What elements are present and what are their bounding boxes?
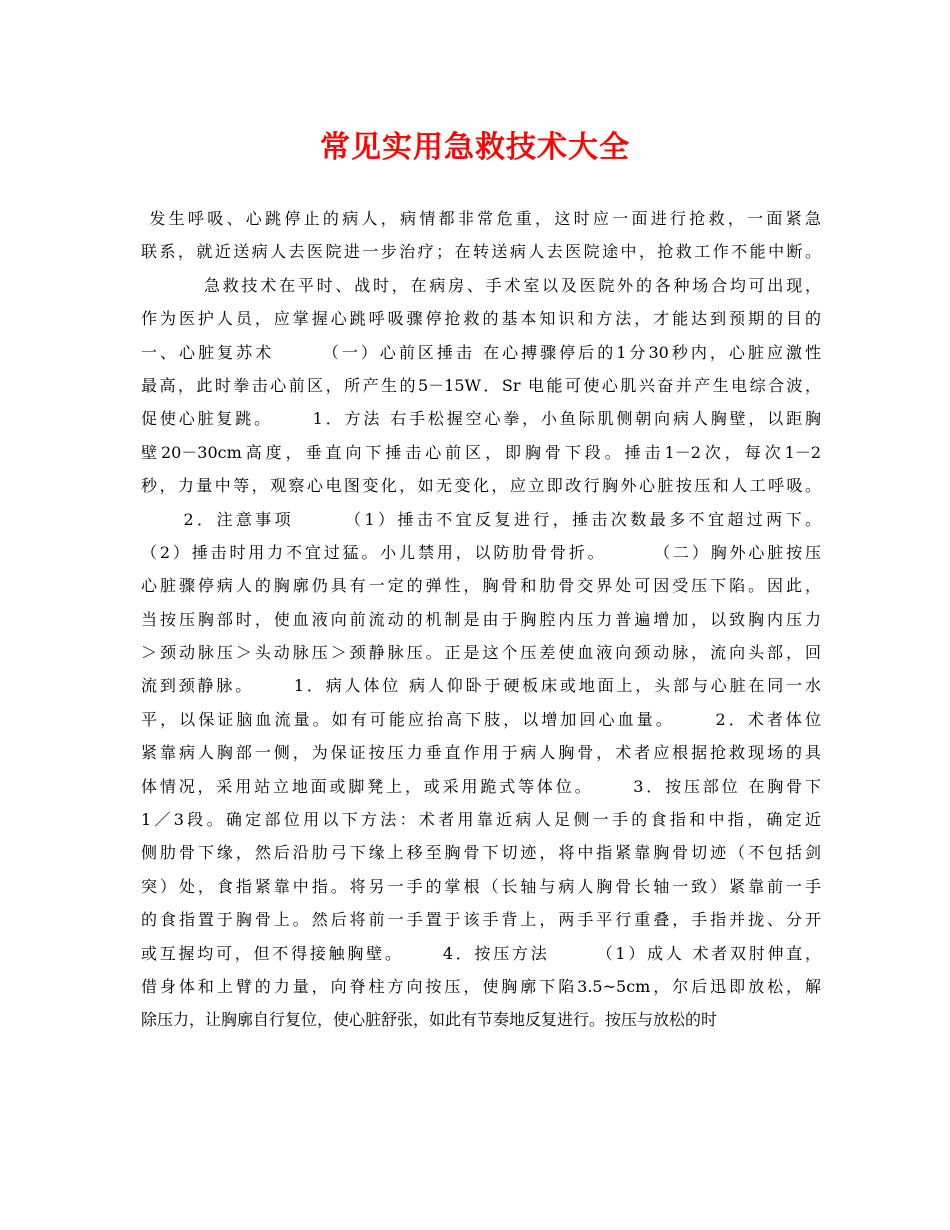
text-line: 1／3段。确定部位用以下方法：术者用靠近病人足侧一手的食指和中指，确定近 xyxy=(141,810,821,830)
text-line: 心脏骤停病人的胸廓仍具有一定的弹性，胸骨和肋骨交界处可因受压下陷。因此， xyxy=(141,576,821,596)
text-line: 体情况，采用站立地面或脚凳上，或采用跪式等体位。 3．按压部位 在胸骨下 xyxy=(141,776,821,796)
text-line: 作为医护人员，应掌握心跳呼吸骤停抢救的基本知识和方法，才能达到预期的目的 xyxy=(141,309,821,329)
text-line: 最高，此时拳击心前区，所产生的5－15W．Sr 电能可使心肌兴奋并产生电综合波， xyxy=(141,375,821,395)
document-title: 常见实用急救技术大全 xyxy=(320,130,630,165)
text-line: 借身体和上臂的力量，向脊柱方向按压，使胸廓下陷3.5~5cm，尔后迅即放松，解 xyxy=(141,976,821,996)
text-line: 壁20－30cm高度，垂直向下捶击心前区，即胸骨下段。捶击1－2次，每次1－2 xyxy=(141,442,821,462)
text-line: 一、心脏复苏术 （一）心前区捶击 在心搏骤停后的1分30秒内，心脏应激性 xyxy=(141,342,821,362)
text-line: 急救技术在平时、战时，在病房、手术室以及医院外的各种场合均可出现， xyxy=(141,275,821,295)
text-line: 或互握均可，但不得接触胸壁。 4．按压方法 （1）成人 术者双肘伸直， xyxy=(141,943,821,963)
text-line: ＞颈动脉压＞头动脉压＞颈静脉压。正是这个压差使血液向颈动脉，流向头部，回 xyxy=(141,643,821,663)
text-line: 突）处，食指紧靠中指。将另一手的掌根（长轴与病人胸骨长轴一致）紧靠前一手 xyxy=(141,876,821,896)
text-line: （2）捶击时用力不宜过猛。小儿禁用，以防肋骨骨折。 （二）胸外心脏按压 xyxy=(141,542,821,562)
text-line: 联系，就近送病人去医院进一步治疗；在转送病人去医院途中，抢救工作不能中断。 xyxy=(141,242,821,262)
text-line: 紧靠病人胸部一侧，为保证按压力垂直作用于病人胸骨，术者应根据抢救现场的具 xyxy=(141,743,821,763)
text-line: 侧肋骨下缘，然后沿肋弓下缘上移至胸骨下切迹，将中指紧靠胸骨切迹（不包括剑 xyxy=(141,843,821,863)
text-line: 秒，力量中等，观察心电图变化，如无变化，应立即改行胸外心脏按压和人工呼吸。 xyxy=(141,476,821,496)
text-line: 流到颈静脉。 1．病人体位 病人仰卧于硬板床或地面上，头部与心脏在同一水 xyxy=(141,676,821,696)
document-body xyxy=(141,202,821,1037)
text-line: 当按压胸部时，使血液向前流动的机制是由于胸腔内压力普遍增加，以致胸内压力 xyxy=(141,609,821,629)
text-line: 除压力，让胸廓自行复位，使心脏舒张，如此有节奏地反复进行。按压与放松的时 xyxy=(141,1010,718,1030)
text-line: 平，以保证脑血流量。如有可能应抬高下肢，以增加回心血量。 2．术者体位 xyxy=(141,709,821,729)
text-line: 2．注意事项 （1）捶击不宜反复进行，捶击次数最多不宜超过两下。 xyxy=(141,509,821,529)
text-line: 的食指置于胸骨上。然后将前一手置于该手背上，两手平行重叠，手指并拢、分开 xyxy=(141,910,821,930)
text-line: 发生呼吸、心跳停止的病人，病情都非常危重，这时应一面进行抢救，一面紧急 xyxy=(141,209,821,228)
text-line: 促使心脏复跳。 1．方法 右手松握空心拳，小鱼际肌侧朝向病人胸壁，以距胸 xyxy=(141,409,821,429)
